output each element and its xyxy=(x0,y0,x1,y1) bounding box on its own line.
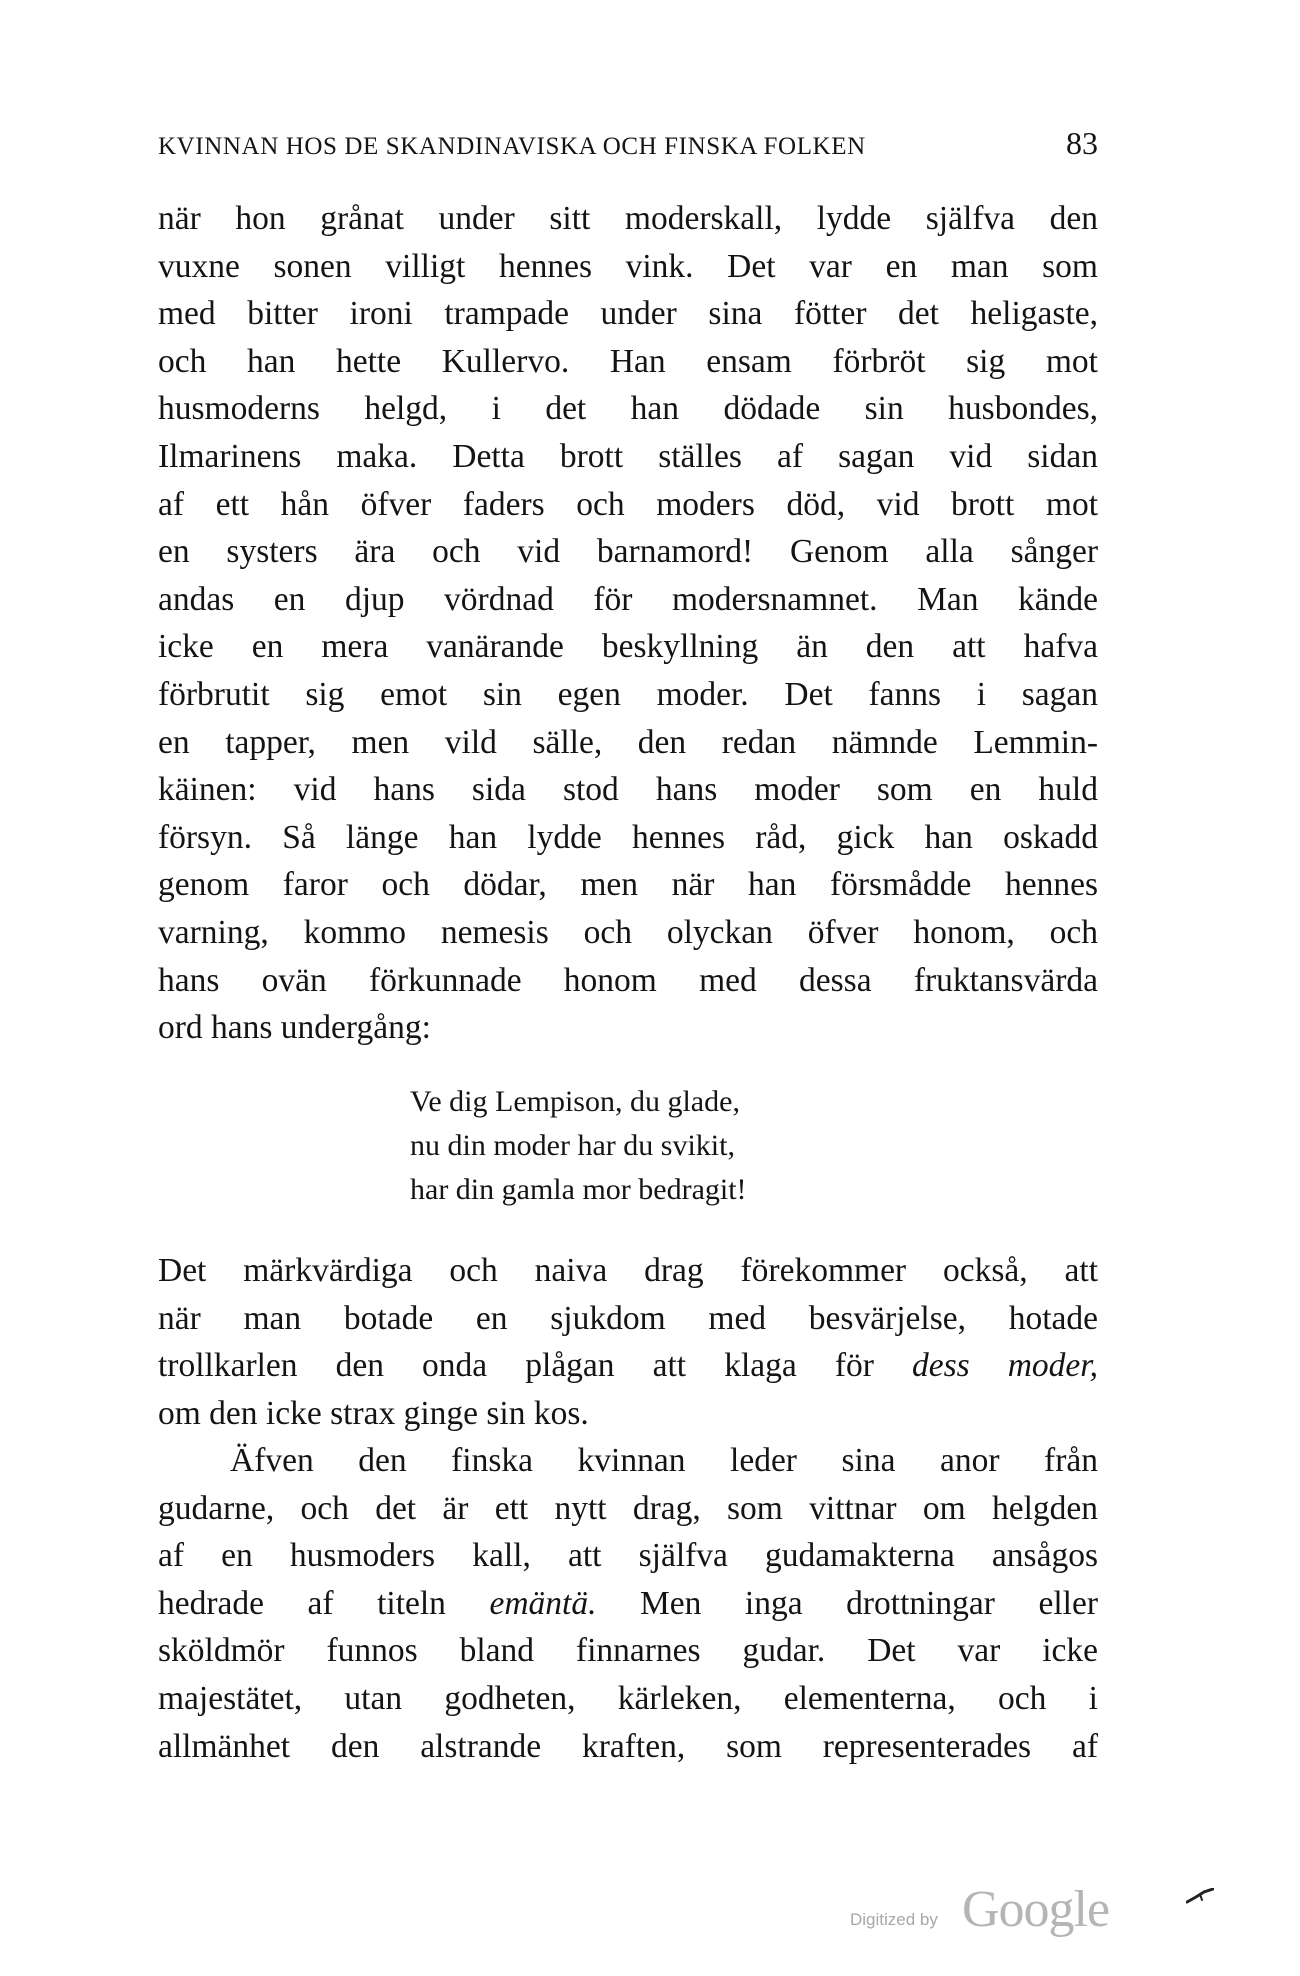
google-logo: Google xyxy=(962,1881,1110,1938)
text-line: käinen: vid hans sida stod hans moder som en huld xyxy=(158,771,1098,809)
text-line: husmoderns helgd, i det han dödade sin husbondes, xyxy=(158,390,1098,428)
text-line: och han hette Kullervo. Han ensam förbröt sig mot xyxy=(158,342,1098,380)
text-run: hedrade af titeln xyxy=(158,1584,490,1622)
text-line: en tapper, men vild sälle, den redan nämnde Lemmin- xyxy=(158,723,1098,761)
text-line: vuxne sonen villigt hennes vink. Det var en man som xyxy=(158,247,1098,285)
text-run: trollkarlen den onda plågan att klaga för xyxy=(158,1347,912,1385)
text-line: Äfven den finska kvinnan leder sina anor från xyxy=(230,1442,1098,1479)
text-line: sköldmör funnos bland finnarnes gudar. Det var icke xyxy=(158,1632,1098,1670)
text-line: andas en djup vördnad för modersnamnet. Man kände xyxy=(158,580,1098,618)
text-line: när hon grånat under sitt moderskall, lydde själfva den xyxy=(158,200,1098,237)
text-line: Ilmarinens maka. Detta brott ställes af sagan vid sidan xyxy=(158,438,1098,475)
text-line: majestätet, utan godheten, kärleken, elementerna, och i xyxy=(158,1680,1098,1717)
text-line: varning, kommo nemesis och olyckan öfver honom, och xyxy=(158,914,1098,951)
watermark-prefix: Digitized by xyxy=(850,1910,938,1929)
running-header xyxy=(158,125,1098,165)
verse-line: Ve dig Lempison, du glade, xyxy=(410,1085,740,1118)
text-line: Det märkvärdiga och naiva drag förekommer också, att xyxy=(158,1252,1098,1289)
digitized-watermark xyxy=(850,1880,1150,1940)
emphasis: dess moder, xyxy=(911,1347,1099,1385)
text-line: om den icke strax ginge sin kos. xyxy=(158,1394,589,1432)
text-line: ord hans undergång: xyxy=(158,1009,431,1047)
text-line: af en husmoders kall, att själfva gudamakterna ansågos xyxy=(158,1537,1098,1575)
page-number: 83 xyxy=(1066,125,1098,161)
text-line: genom faror och dödar, men när han försmådde hennes xyxy=(158,866,1098,904)
text-line: försyn. Så länge han lydde hennes råd, gick han oskadd xyxy=(158,818,1098,856)
text-line: med bitter ironi trampade under sina fötter det heligaste, xyxy=(158,295,1098,333)
text-line: när man botade en sjukdom med besvärjelse, hotade xyxy=(158,1299,1098,1337)
text-line: af ett hån öfver faders och moders död, vid brott mot xyxy=(158,485,1098,523)
text-line: en systers ära och vid barnamord! Genom alla sånger xyxy=(158,533,1098,571)
text-run: Men inga drottningar eller xyxy=(596,1584,1098,1622)
text-line xyxy=(158,1580,1098,1628)
verse-line: har din gamla mor bedragit! xyxy=(410,1173,747,1206)
text-line: gudarne, och det är ett nytt drag, som vittnar om helgden xyxy=(158,1489,1098,1527)
text-line: allmänhet den alstrande kraften, som representerades af xyxy=(158,1727,1098,1765)
text-line: hans ovän förkunnade honom med dessa fruktansvärda xyxy=(158,961,1098,999)
text-line: icke en mera vanärande beskyllning än den att hafva xyxy=(158,628,1098,666)
verse-line: nu din moder har du svikit, xyxy=(410,1129,735,1162)
text-line xyxy=(158,1342,1098,1390)
scan-mark-icon xyxy=(1186,1888,1214,1904)
text-line: förbrutit sig emot sin egen moder. Det fanns i sagan xyxy=(158,676,1098,713)
emphasis: emäntä. xyxy=(489,1584,597,1622)
running-title: KVINNAN HOS DE SKANDINAVISKA OCH FINSKA FOLKEN xyxy=(158,133,866,160)
